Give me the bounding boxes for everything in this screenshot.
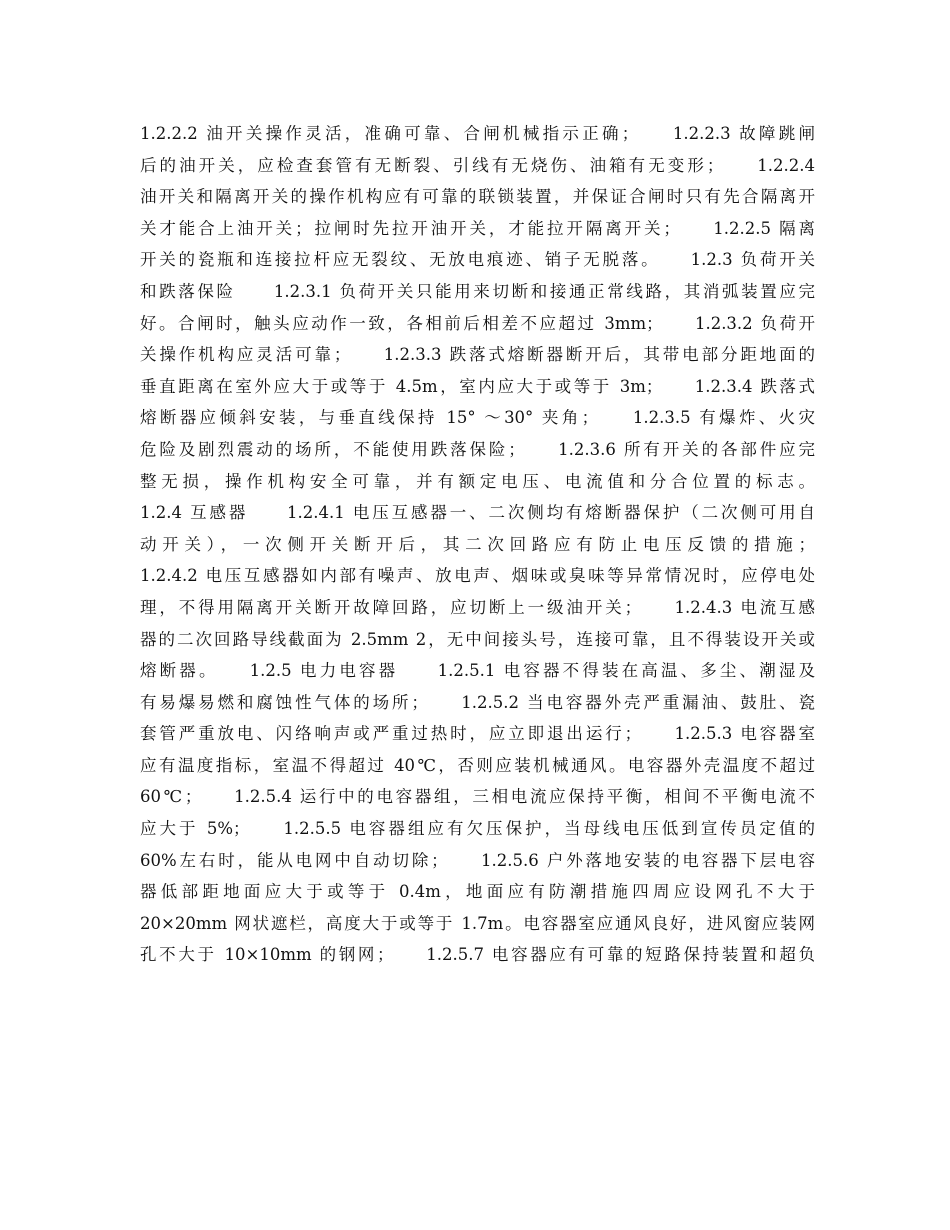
- text-line: 关操作机构应灵活可靠； 1.2.3.3 跌落式熔断器断开后，其带电部分距地面的: [140, 345, 815, 365]
- text-line: 孔不大于 10×10mm 的钢网； 1.2.5.7 电容器应有可靠的短路保持装置和超负: [140, 945, 815, 965]
- text-line: 危险及剧烈震动的场所，不能使用跌落保险； 1.2.3.6 所有开关的各部件应完: [140, 439, 815, 459]
- text-line: 好。合闸时，触头应动作一致，各相前后相差不应超过 3mm； 1.2.3.2 负荷开: [140, 313, 815, 333]
- text-line: 后的油开关，应检查套管有无断裂、引线有无烧伤、油箱有无变形； 1.2.2.4: [140, 155, 815, 175]
- text-line: 整无损，操作机构安全可靠，并有额定电压、电流值和分合位置的标志。: [140, 471, 815, 491]
- text-line: 理，不得用隔离开关断开故障回路，应切断上一级油开关； 1.2.4.3 电流互感: [140, 597, 815, 617]
- body-text: [140, 118, 815, 971]
- text-line: 1.2.4 互感器 1.2.4.1 电压互感器一、二次侧均有熔断器保护（二次侧可用自: [140, 503, 815, 523]
- text-line: 开关的瓷瓶和连接拉杆应无裂纹、无放电痕迹、销子无脱落。 1.2.3 负荷开关: [140, 250, 815, 270]
- text-line: 有易爆易燃和腐蚀性气体的场所； 1.2.5.2 当电容器外壳严重漏油、鼓肚、瓷: [140, 692, 815, 712]
- text-line: 熔断器。 1.2.5 电力电容器 1.2.5.1 电容器不得装在高温、多尘、潮湿及: [140, 661, 815, 681]
- text-line: 关才能合上油开关；拉闸时先拉开油开关，才能拉开隔离开关； 1.2.2.5 隔离: [140, 218, 815, 238]
- text-line: 油开关和隔离开关的操作机构应有可靠的联锁装置，并保证合闸时只有先合隔离开: [140, 187, 815, 207]
- text-line: 应大于 5%； 1.2.5.5 电容器组应有欠压保护，当母线电压低到宣传员定值的: [140, 819, 815, 839]
- text-line: 器低部距地面应大于或等于 0.4m，地面应有防潮措施四周应设网孔不大于: [140, 882, 815, 902]
- text-line: 60%左右时，能从电网中自动切除； 1.2.5.6 户外落地安装的电容器下层电容: [140, 850, 815, 870]
- text-line: 熔断器应倾斜安装，与垂直线保持 15° ～30° 夹角； 1.2.3.5 有爆炸、火灾: [140, 408, 815, 428]
- text-line: 1.2.4.2 电压互感器如内部有噪声、放电声、烟味或臭味等异常情况时，应停电处: [140, 566, 815, 586]
- text-line: 60℃； 1.2.5.4 运行中的电容器组，三相电流应保持平衡，相间不平衡电流不: [140, 787, 815, 807]
- text-line: 动开关），一次侧开关断开后，其二次回路应有防止电压反馈的措施；: [140, 534, 815, 554]
- text-line: 套管严重放电、闪络响声或严重过热时，应立即退出运行； 1.2.5.3 电容器室: [140, 724, 815, 744]
- text-line: 应有温度指标，室温不得超过 40℃，否则应装机械通风。电容器外壳温度不超过: [140, 755, 815, 775]
- text-line: 垂直距离在室外应大于或等于 4.5m，室内应大于或等于 3m； 1.2.3.4 跌落式: [140, 376, 815, 396]
- text-line: 20×20mm 网状遮栏，高度大于或等于 1.7m。电容器室应通风良好，进风窗应装网: [140, 913, 815, 933]
- text-line: 器的二次回路导线截面为 2.5mm 2，无中间接头号，连接可靠，且不得装设开关或: [140, 629, 815, 649]
- text-line: 1.2.2.2 油开关操作灵活，准确可靠、合闸机械指示正确； 1.2.2.3 故障跳闸: [140, 124, 815, 143]
- text-line: 和跌落保险 1.2.3.1 负荷开关只能用来切断和接通正常线路，其消弧装置应完: [140, 281, 815, 301]
